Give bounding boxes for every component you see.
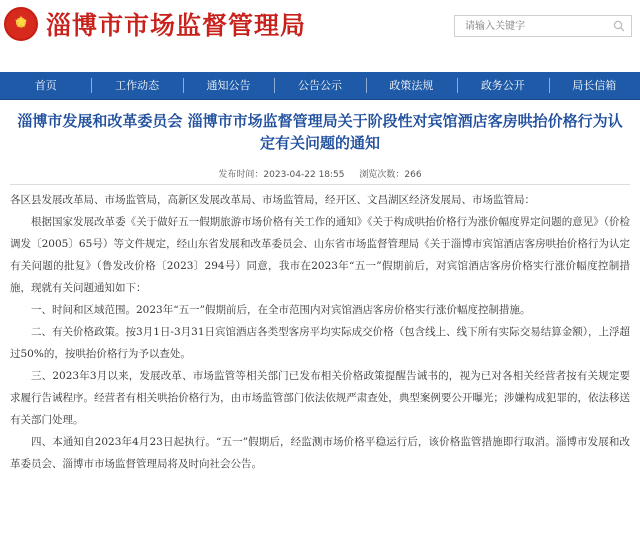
site-logo[interactable] xyxy=(4,6,306,42)
body-paragraph: 一、时间和区域范围。2023年“五一”假期前后，在全市范围内对宾馆酒店客房价格实行涨价幅度控制措施。 xyxy=(31,304,531,316)
salutation-paragraph: 各区县发展改革局、市场监管局，高新区发展改革局、市场监管局，经开区、文昌湖区经济发展局、市场监管局： xyxy=(10,194,535,206)
site-name: 淄博市市场监督管理局 xyxy=(46,13,307,40)
emblem-icon xyxy=(4,7,38,41)
main-nav xyxy=(0,72,640,100)
search-icon[interactable] xyxy=(607,16,631,36)
nav-item-government-affairs[interactable]: 政务公开 xyxy=(457,72,548,99)
nav-item-work-news[interactable]: 工作动态 xyxy=(91,72,182,99)
article-body xyxy=(10,189,630,475)
article-title: 淄博市发展和改革委员会 淄博市市场监督管理局关于阶段性对宾馆酒店客房哄抬价格行为认定有关问题的通知 xyxy=(17,112,623,152)
article-meta xyxy=(10,166,630,185)
body-paragraph: 四、本通知自2023年4月23日起执行。“五一”假期后，经监测市场价格平稳运行后，该价格监管措施即行取消。淄博市发展和改革委员会、淄博市市场监督管理局将及时向社会公告。 xyxy=(10,436,630,470)
body-paragraph: 三、2023年3月以来，发展改革、市场监管等相关部门已发布相关价格政策提醒告诫书的，视为已对各相关经营者按有关规定要求履行告诫程序。经营者有相关哄抬价格行为，由市场监管部门依法依规严肃查处，典型案例要公开曝光；涉嫌构成犯罪的，依法移送有关部门处理。 xyxy=(10,370,630,426)
nav-item-director-mailbox[interactable]: 局长信箱 xyxy=(549,72,640,99)
body-paragraph: 根据国家发展改革委《关于做好五一假期旅游市场价格有关工作的通知》《关于构成哄抬价格行为涨价幅度界定问题的意见》（价检调发〔2005〕65号）等文件规定，经山东省发展和改革委员会、山东省市场监督管理局《关于淄博市宾馆酒店客房哄抬价格行为认定有关问题的批复》（鲁发改价格〔2023〕294号）同意，我市在2023年“五一”假期前后，对宾馆酒店客房价格实行涨价幅度控制措施，现就有关问题通知如下： xyxy=(10,216,630,294)
article xyxy=(0,110,640,475)
search-input[interactable] xyxy=(455,16,607,36)
publish-time: 发布时间：2023-04-22 18:55 xyxy=(218,170,345,180)
nav-item-notices[interactable]: 通知公告 xyxy=(183,72,274,99)
site-header xyxy=(0,0,640,72)
nav-item-announcements[interactable]: 公告公示 xyxy=(274,72,365,99)
body-paragraph: 二、有关价格政策。按3月1日-3月31日宾馆酒店各类型客房平均实际成交价格（包含线上、线下所有实际交易结算金额），上浮超过50%的，按哄抬价格行为予以查处。 xyxy=(10,326,630,360)
view-count: 浏览次数：266 xyxy=(359,170,422,180)
nav-item-home[interactable]: 首页 xyxy=(34,79,57,92)
nav-item-policies[interactable]: 政策法规 xyxy=(366,72,457,99)
search-box xyxy=(454,15,632,37)
